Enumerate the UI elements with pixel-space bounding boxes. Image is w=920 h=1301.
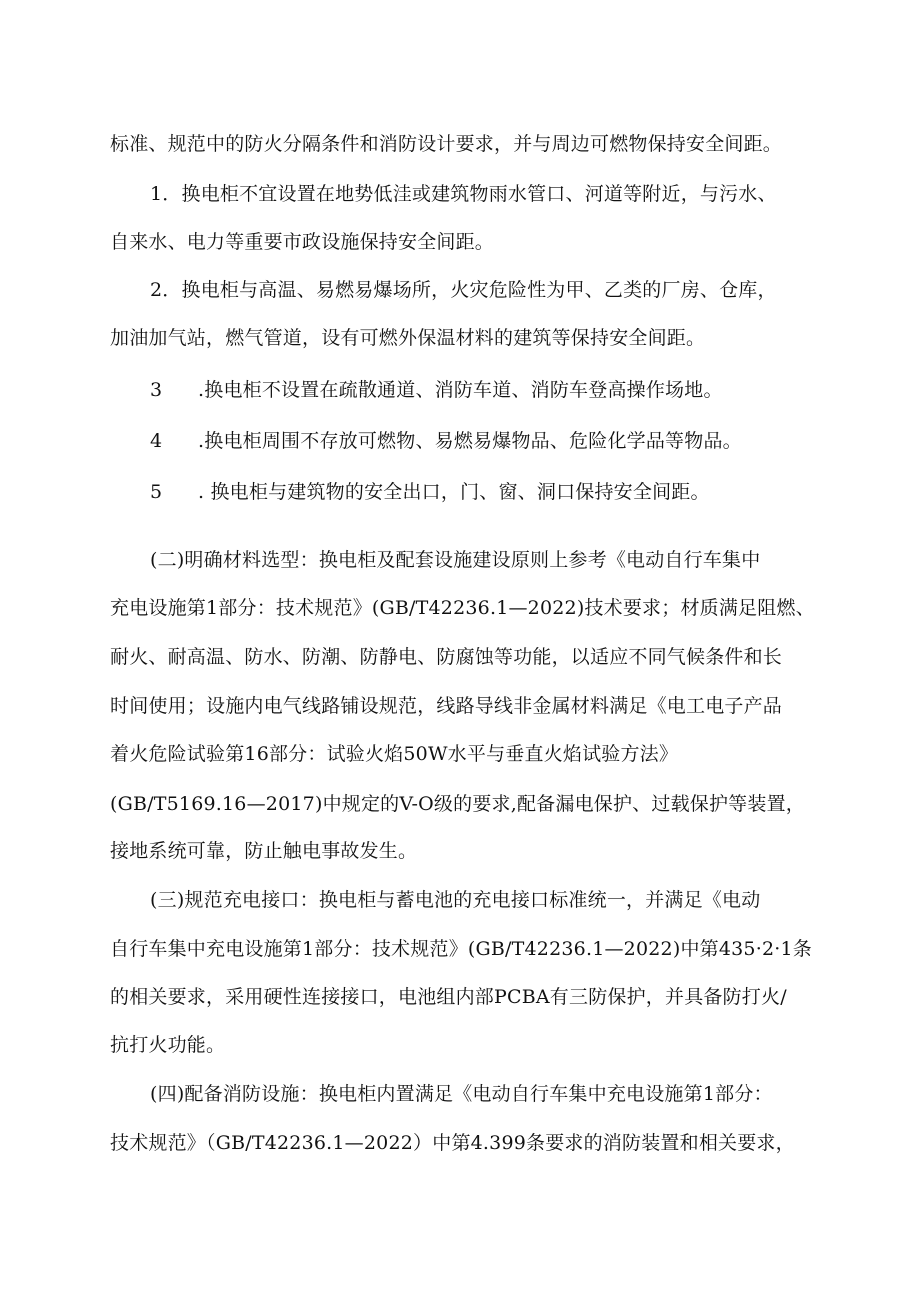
- paragraph-line: 自来水、电力等重要市政设施保持安全间距。: [110, 231, 495, 253]
- paragraph-line: 接地系统可靠，防止触电事故发生。: [110, 840, 418, 862]
- paragraph-line: 加油加气站，燃气管道，设有可燃外保温材料的建筑等保持安全间距。: [110, 327, 706, 349]
- list-item-text: . 换电柜与建筑物的安全出口，门、窗、洞口保持安全间距。: [198, 481, 710, 503]
- paragraph-line: 1．换电柜不宜设置在地势低洼或建筑物雨水管口、河道等附近，与污水、: [150, 183, 777, 205]
- paragraph-line: 时间使用；设施内电气线路铺设规范，线路导线非金属材料满足《电工电子产品: [110, 695, 783, 717]
- list-item: [150, 478, 850, 506]
- paragraph-line: (三)规范充电接口：换电柜与蓄电池的充电接口标准统一，并满足《电动: [150, 889, 761, 911]
- list-item: [150, 427, 850, 455]
- paragraph-line: (四)配备消防设施：换电柜内置满足《电动自行车集中充电设施第1部分：: [150, 1083, 773, 1105]
- paragraph-line: 2．换电柜与高温、易燃易爆场所，火灾危险性为甲、乙类的厂房、仓库，: [150, 279, 777, 301]
- paragraph-line: 耐火、耐高温、防水、防潮、防静电、防腐蚀等功能，以适应不同气候条件和长: [110, 646, 783, 668]
- paragraph-line: 着火危险试验第16部分：试验火焰50W水平与垂直火焰试验方法》: [110, 743, 679, 765]
- list-item-text: .换电柜周围不存放可燃物、易燃易爆物品、危险化学品等物品。: [198, 430, 742, 452]
- paragraph-line: (GB/T5169.16—2017)中规定的V-O级的要求,配备漏电保护、过载保护等装置，: [110, 793, 805, 815]
- list-item: [150, 376, 850, 404]
- list-item-number: 3: [150, 379, 163, 401]
- paragraph-line: (二)明确材料选型：换电柜及配套设施建设原则上参考《电动自行车集中: [150, 549, 761, 571]
- paragraph-line: 的相关要求，采用硬性连接接口，电池组内部PCBA有三防保护，并具备防打火/: [110, 986, 787, 1008]
- paragraph-line: 技术规范》（GB/T42236.1—2022）中第4.399条要求的消防装置和相关要求，: [110, 1132, 795, 1154]
- paragraph-line: 抗打火功能。: [110, 1034, 226, 1056]
- list-item-number: 5: [150, 481, 163, 503]
- paragraph-line: 自行车集中充电设施第1部分：技术规范》(GB/T42236.1—2022)中第435·2·1条: [110, 938, 812, 960]
- paragraph-line: 标准、规范中的防火分隔条件和消防设计要求，并与周边可燃物保持安全间距。: [110, 133, 783, 155]
- list-item-text: .换电柜不设置在疏散通道、消防车道、消防车登高操作场地。: [198, 379, 723, 401]
- paragraph-line: 充电设施第1部分：技术规范》(GB/T42236.1—2022)技术要求；材质满足阻燃、: [110, 597, 815, 619]
- list-item-number: 4: [150, 430, 163, 452]
